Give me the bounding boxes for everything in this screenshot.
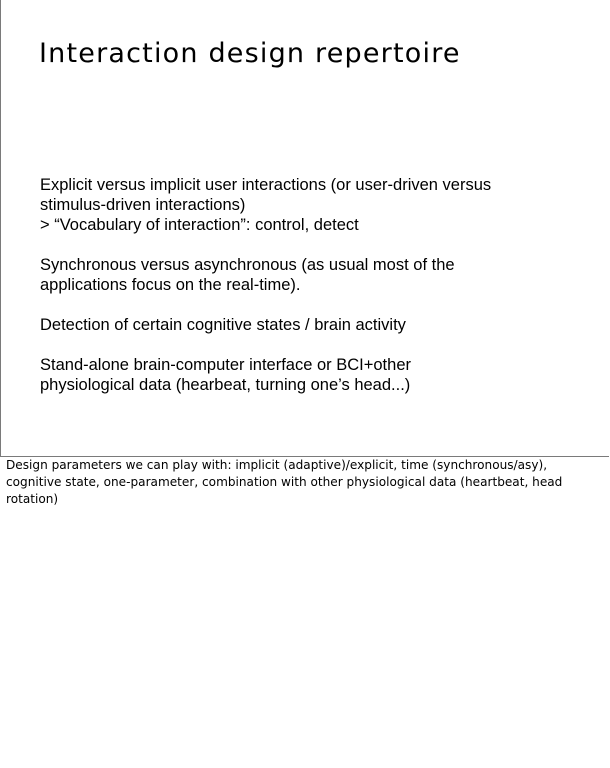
notes-line: cognitive state, one-parameter, combination with other physiological data (heartbeat, head	[6, 475, 563, 489]
speaker-notes	[6, 457, 606, 508]
bullet-cognitive-states	[40, 315, 600, 335]
bullet-line: stimulus-driven interactions)	[40, 196, 246, 214]
bullet-line: > “Vocabulary of interaction”: control, detect	[40, 216, 359, 234]
bullet-line: Stand-alone brain-computer interface or BCI+other	[40, 356, 411, 374]
slide-title: Interaction design repertoire	[39, 38, 461, 69]
bullet-line: Detection of certain cognitive states / brain activity	[40, 316, 406, 334]
slide-body	[40, 175, 600, 415]
notes-line: Design parameters we can play with: implicit (adaptive)/explicit, time (synchronous/asy),	[6, 458, 548, 472]
bullet-line: physiological data (hearbeat, turning one’s head...)	[40, 376, 411, 394]
notes-line: rotation)	[6, 492, 59, 506]
bullet-bci-physiological	[40, 355, 600, 395]
bullet-interaction-types	[40, 175, 600, 235]
bullet-line: Explicit versus implicit user interactions (or user-driven versus	[40, 176, 492, 194]
bullet-line: Synchronous versus asynchronous (as usual most of the	[40, 256, 455, 274]
bullet-synchrony	[40, 255, 600, 295]
bullet-line: applications focus on the real-time).	[40, 276, 301, 294]
